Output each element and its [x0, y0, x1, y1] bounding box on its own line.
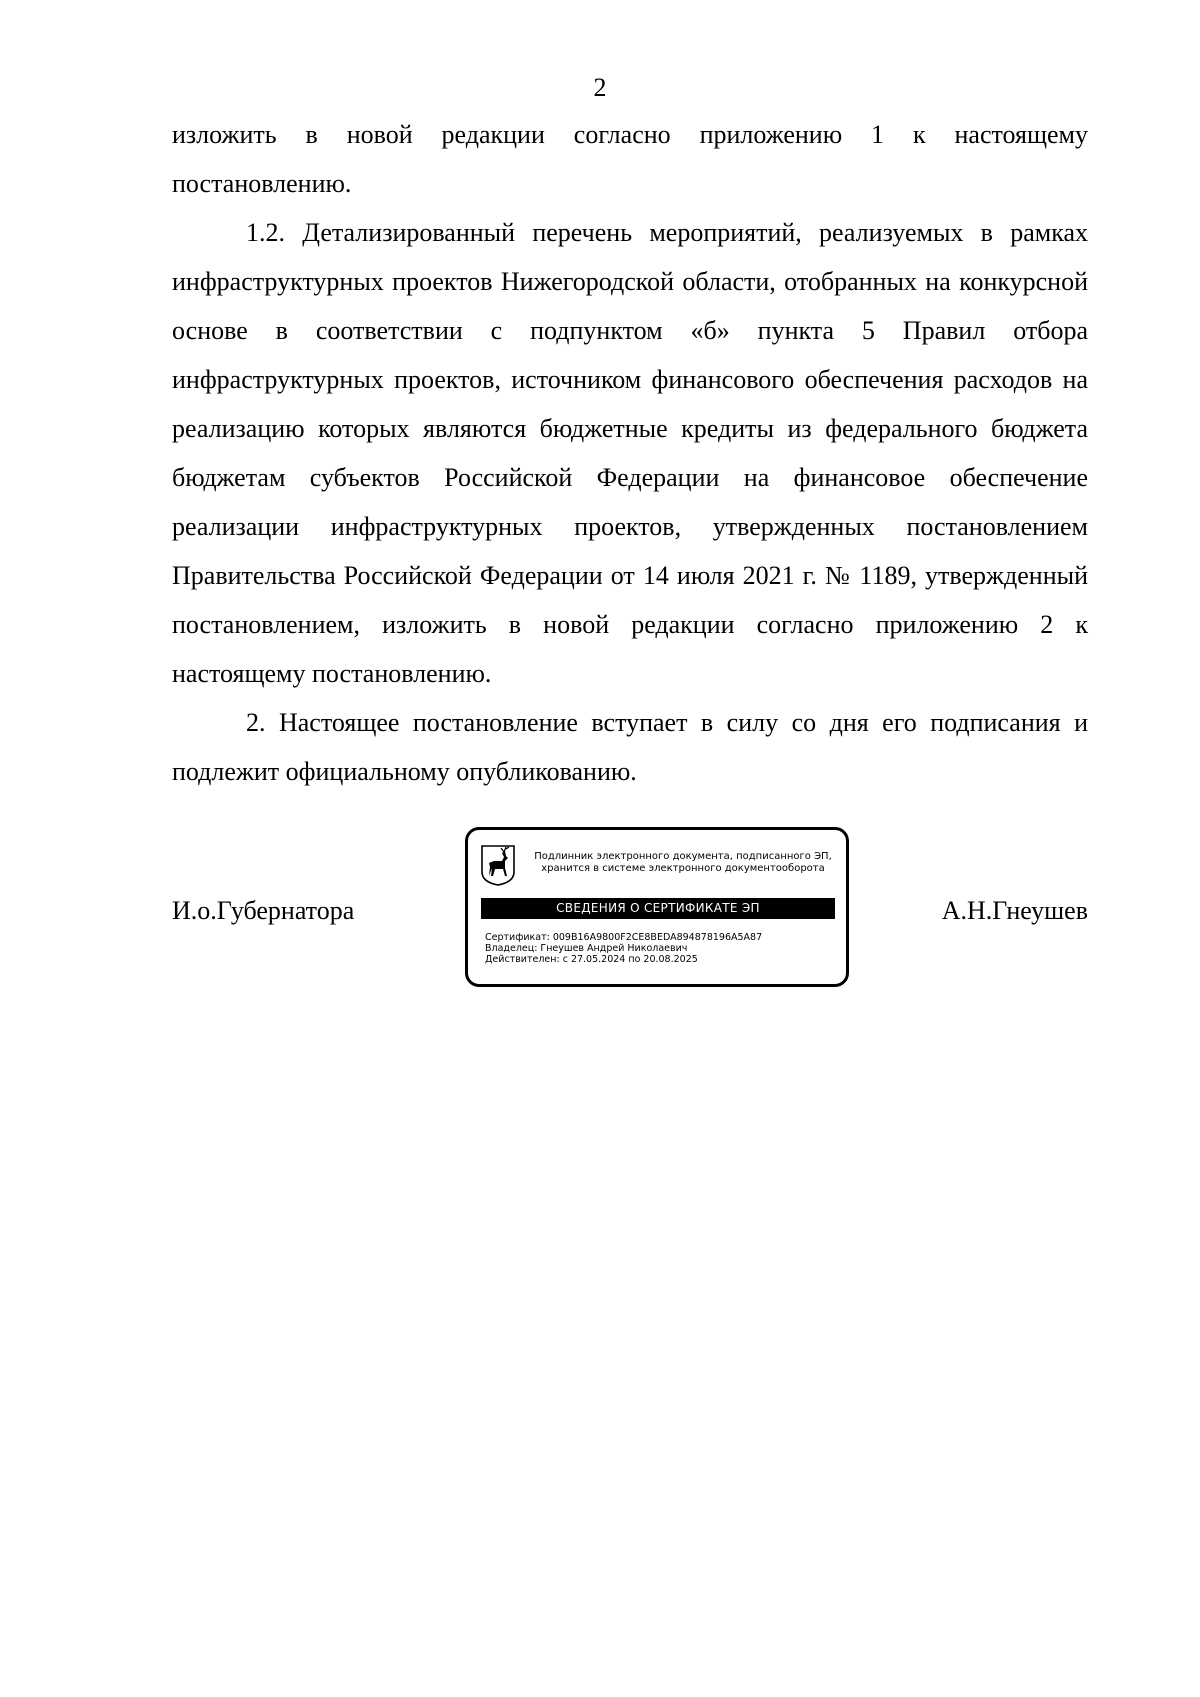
certificate-validity: Действителен: с 27.05.2024 по 20.08.2025: [485, 954, 698, 965]
document-body: [172, 110, 1088, 796]
deer-emblem-icon: [480, 844, 516, 886]
certificate-number: Сертификат: 009B16A9800F2CE8BEDA894878196A5A87: [485, 932, 763, 943]
stamp-details: [485, 932, 762, 965]
paragraph-item-2: 2. Настоящее постановление вступает в силу со дня его подписания и подлежит официальному опубликованию.: [172, 708, 1088, 786]
signatory-position: И.о.Губернатора: [172, 896, 355, 925]
stamp-header: [522, 851, 844, 875]
stamp-header-line: хранится в системе электронного документооборота: [541, 863, 825, 874]
paragraph-continuation: изложить в новой редакции согласно приложению 1 к настоящему постановлению.: [172, 120, 1088, 198]
stamp-header-line: Подлинник электронного документа, подписанного ЭП,: [534, 851, 832, 862]
paragraph-item-1-2: 1.2. Детализированный перечень мероприятий, реализуемых в рамках инфраструктурных проектов Нижегородской области, отобранных на конкурсной основе в соответствии с подпунктом «б» пункта 5 Правил отбора инфраструктурных проектов, источником финансового обеспечения расходов на реализацию которых являются бюджетные кредиты из федерального бюджета бюджетам субъектов Российской Федерации на финансовое обеспечение реализации инфраструктурных проектов, утвержденных постановлением Правительства Российской Федерации от 14 июля 2021 г. № 1189, утвержденный постановлением, изложить в новой редакции согласно приложению 2 к настоящему постановлению.: [172, 218, 1088, 688]
page-number: 2: [593, 73, 607, 102]
signatory-name: А.Н.Гнеушев: [941, 896, 1088, 925]
electronic-signature-stamp: [465, 827, 849, 987]
stamp-title: СВЕДЕНИЯ О СЕРТИФИКАТЕ ЭП: [481, 898, 835, 919]
certificate-owner: Владелец: Гнеушев Андрей Николаевич: [485, 943, 688, 954]
